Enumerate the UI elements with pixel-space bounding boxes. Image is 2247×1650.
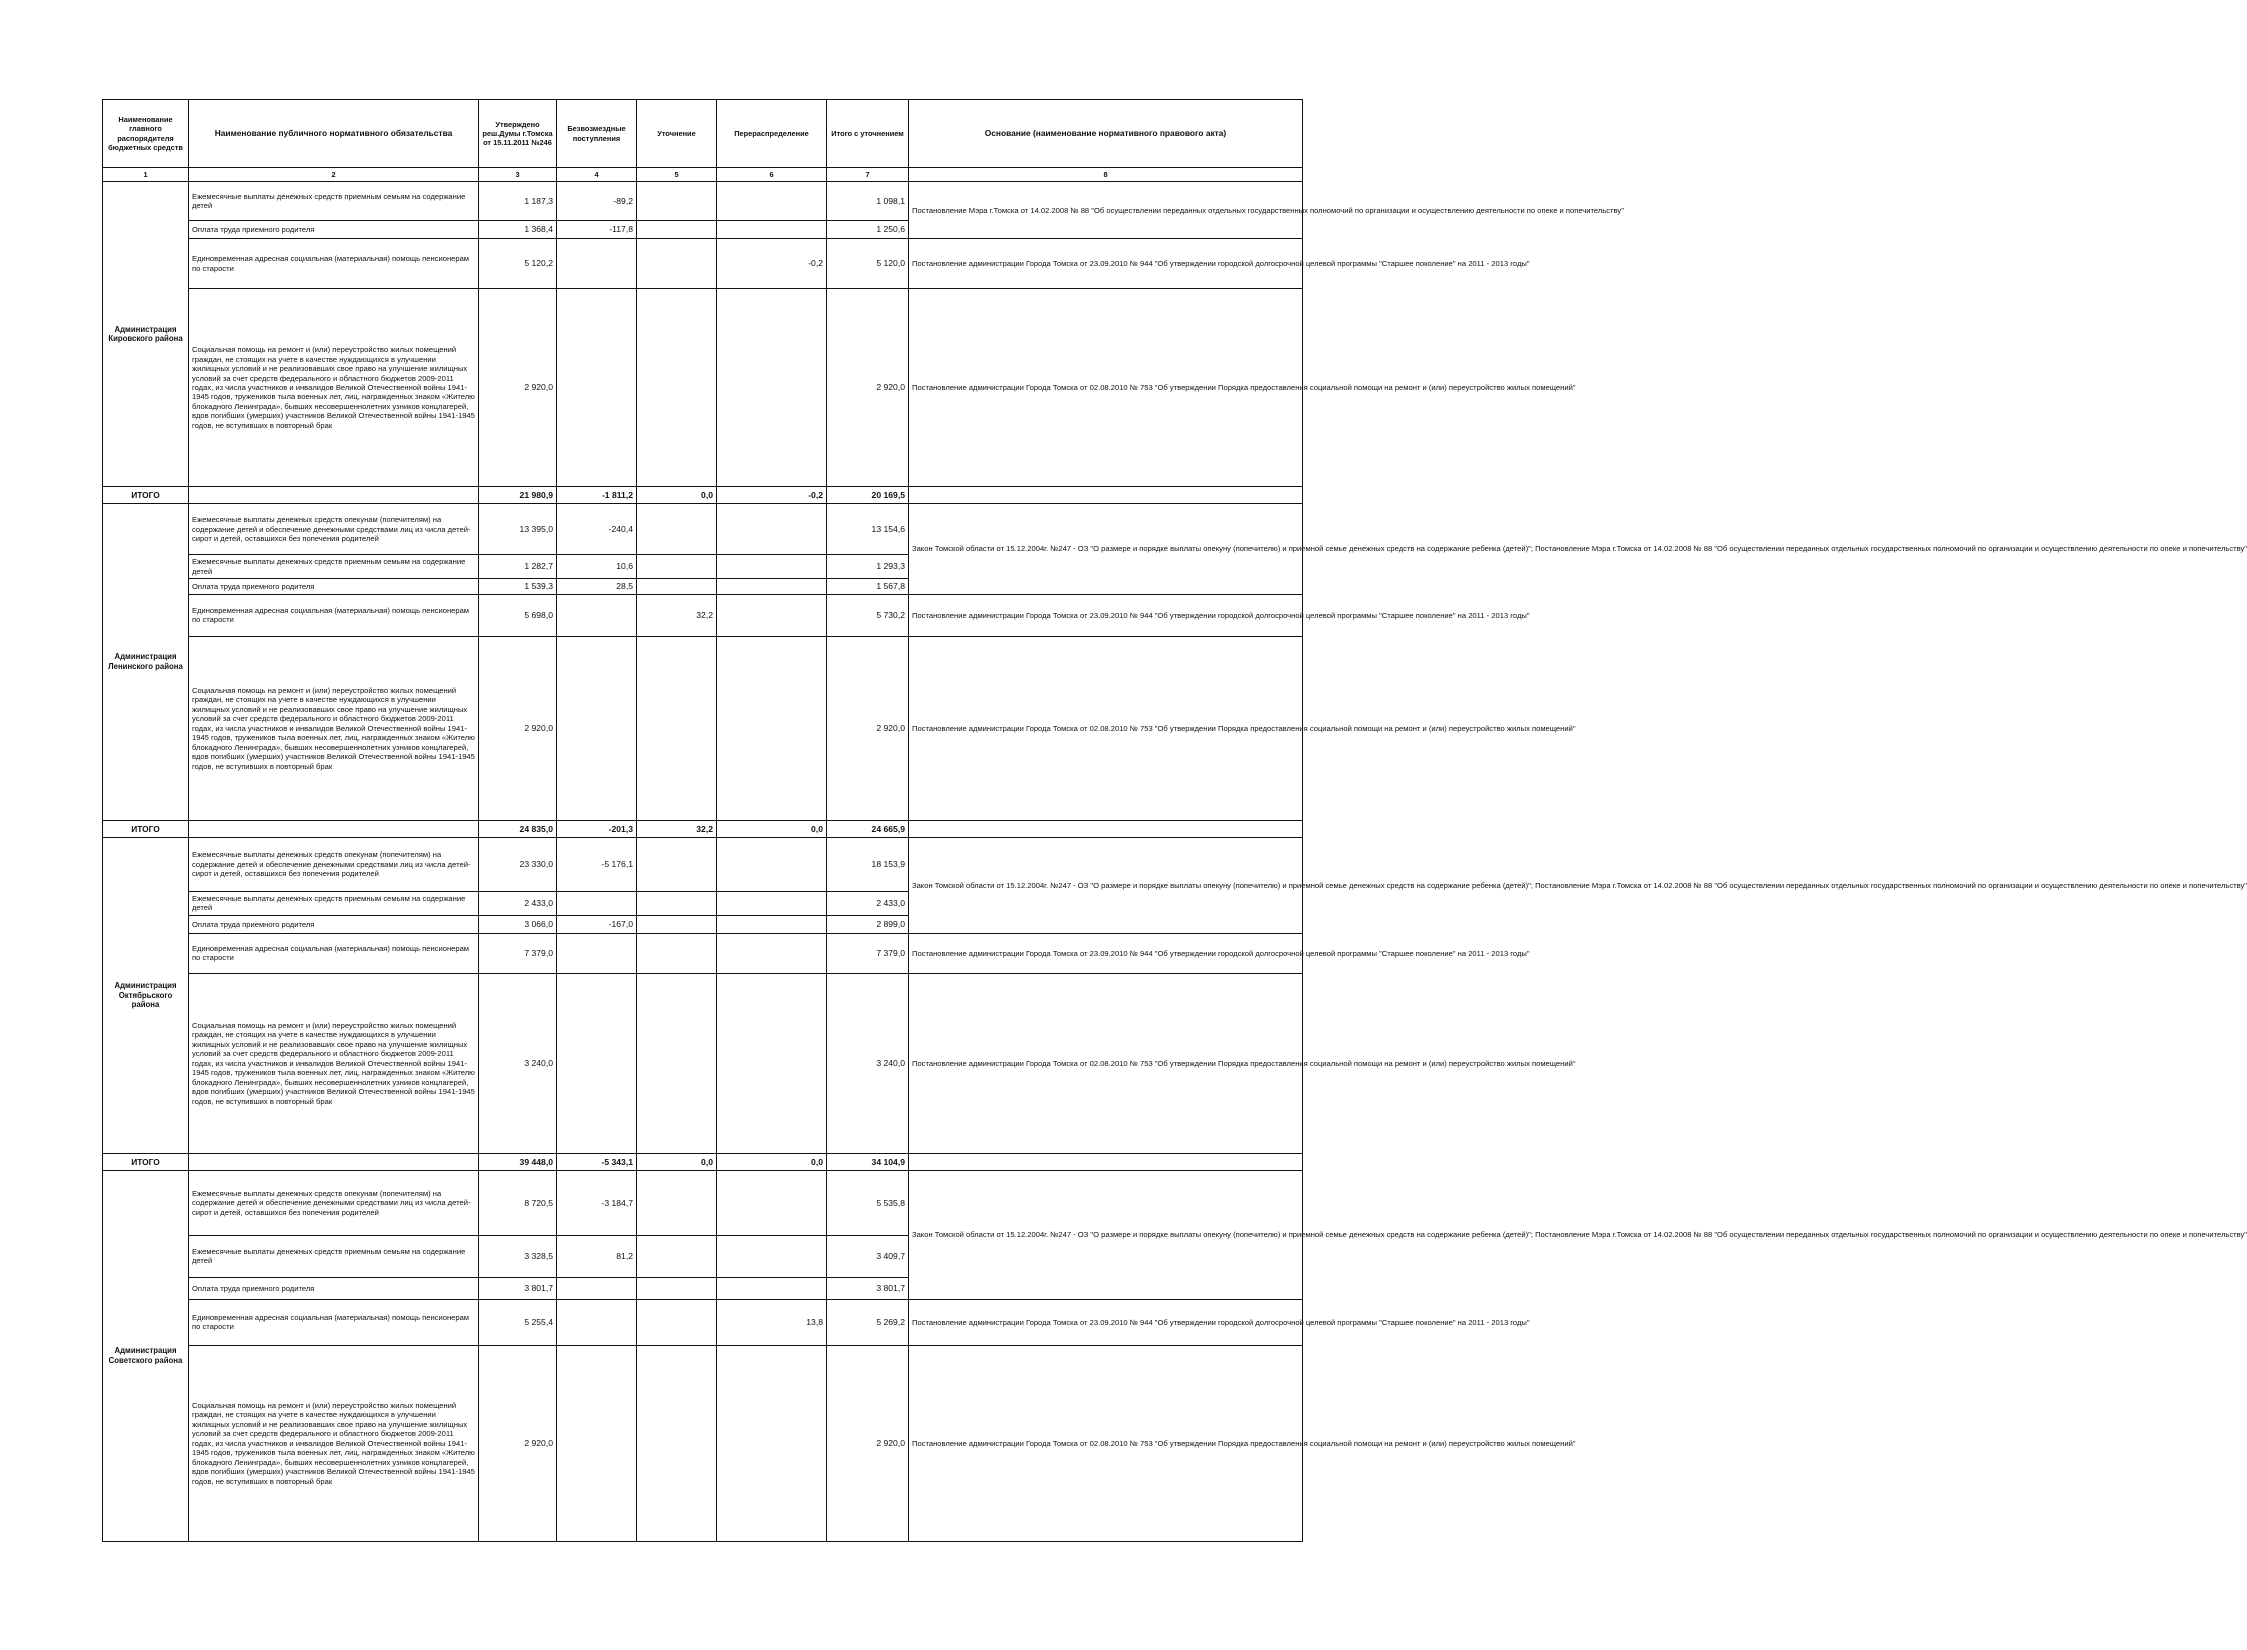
total-value: 1 293,3	[827, 555, 909, 579]
approved-value: 8 720,5	[479, 1170, 557, 1235]
redistribution-value	[717, 1170, 827, 1235]
clarification-value	[637, 837, 717, 891]
approved-value: 5 120,2	[479, 239, 557, 289]
total-value: 5 730,2	[827, 594, 909, 636]
gratuitous-value: 10,6	[557, 555, 637, 579]
column-number: 4	[557, 168, 637, 182]
redistribution-value	[717, 504, 827, 555]
obligation-name: Социальная помощь на ремонт и (или) переустройство жилых помещений граждан, не стоящих на учете в качестве нуждающихся в улучшении жилищных условий и не реализовавших свое право на улучшение жилищных условий за счет средств федерального и областного бюджетов 2009-2011 годах, из числа участников и инвалидов Великой Отечественной войны 1941-1945 годов, тружеников тыла военных лет, лиц, награжденных знаком «Жителю блокадного Ленинграда», бывших несовершеннолетних узников концлагерей, вдов погибших (умерших) участников Великой Отечественной войны 1941-1945 годов, не вступивших в повторный брак	[189, 1345, 479, 1541]
total-value: 1 250,6	[827, 221, 909, 239]
redistribution-value	[717, 891, 827, 915]
obligation-name: Ежемесячные выплаты денежных средств приемным семьям на содержание детей	[189, 555, 479, 579]
redistribution-value	[717, 594, 827, 636]
table-row	[103, 1345, 1303, 1541]
clarification-value	[637, 182, 717, 221]
redistribution-value	[717, 182, 827, 221]
column-number: 6	[717, 168, 827, 182]
legal-basis: Постановление Мэра г.Томска от 14.02.2008 № 88 "Об осуществлении переданных отдельных государственных полномочий по организации и осуществлению деятельности по опеке и попечительству"	[909, 182, 1303, 239]
obligation-name: Единовременная адресная социальная (материальная) помощь пенсионерам по старости	[189, 594, 479, 636]
gratuitous-value: 28,5	[557, 579, 637, 595]
column-number: 7	[827, 168, 909, 182]
total-row	[103, 487, 1303, 504]
header-basis: Основание (наименование нормативного правового акта)	[909, 100, 1303, 168]
obligation-name: Ежемесячные выплаты денежных средств приемным семьям на содержание детей	[189, 182, 479, 221]
total-value: 13 154,6	[827, 504, 909, 555]
district-name: Администрация Октябрьского района	[103, 837, 189, 1153]
gratuitous-value	[557, 891, 637, 915]
column-number: 8	[909, 168, 1303, 182]
legal-basis: Постановление администрации Города Томска от 23.09.2010 № 944 "Об утверждении городской долгосрочной целевой программы "Старшее поколение" на 2011 - 2013 годы"	[909, 239, 1303, 289]
total-clarification: 0,0	[637, 1153, 717, 1170]
approved-value: 1 539,3	[479, 579, 557, 595]
table-row	[103, 239, 1303, 289]
total-value: 2 920,0	[827, 636, 909, 820]
gratuitous-value	[557, 1277, 637, 1299]
obligation-name: Оплата труда приемного родителя	[189, 221, 479, 239]
gratuitous-value	[557, 239, 637, 289]
header-gratuitous: Безвозмездные поступления	[557, 100, 637, 168]
obligation-name: Ежемесячные выплаты денежных средств приемным семьям на содержание детей	[189, 1235, 479, 1277]
total-gratuitous: -1 811,2	[557, 487, 637, 504]
total-value: 18 153,9	[827, 837, 909, 891]
gratuitous-value	[557, 289, 637, 487]
obligation-name: Оплата труда приемного родителя	[189, 1277, 479, 1299]
column-number: 2	[189, 168, 479, 182]
total-sum: 34 104,9	[827, 1153, 909, 1170]
gratuitous-value: -3 184,7	[557, 1170, 637, 1235]
obligation-name: Единовременная адресная социальная (материальная) помощь пенсионерам по старости	[189, 239, 479, 289]
gratuitous-value: 81,2	[557, 1235, 637, 1277]
total-sum: 24 665,9	[827, 820, 909, 837]
clarification-value	[637, 973, 717, 1153]
total-clarification: 32,2	[637, 820, 717, 837]
total-approved: 24 835,0	[479, 820, 557, 837]
clarification-value	[637, 504, 717, 555]
total-label: ИТОГО	[103, 487, 189, 504]
legal-basis: Постановление администрации Города Томска от 23.09.2010 № 944 "Об утверждении городской долгосрочной целевой программы "Старшее поколение" на 2011 - 2013 годы"	[909, 594, 1303, 636]
total-gratuitous: -5 343,1	[557, 1153, 637, 1170]
table-row	[103, 594, 1303, 636]
total-value: 7 379,0	[827, 933, 909, 973]
total-row	[103, 820, 1303, 837]
column-number: 1	[103, 168, 189, 182]
total-value: 1 098,1	[827, 182, 909, 221]
district-name: Администрация Ленинского района	[103, 504, 189, 821]
approved-value: 3 328,5	[479, 1235, 557, 1277]
clarification-value	[637, 1299, 717, 1345]
obligations-table	[102, 99, 2247, 1542]
clarification-value	[637, 579, 717, 595]
header-distributor: Наименование главного распорядителя бюджетных средств	[103, 100, 189, 168]
gratuitous-value	[557, 933, 637, 973]
header-obligation: Наименование публичного нормативного обязательства	[189, 100, 479, 168]
redistribution-value	[717, 555, 827, 579]
table-row	[103, 289, 1303, 487]
legal-basis: Постановление администрации Города Томска от 02.08.2010 № 753 "Об утверждении Порядка предоставления социальной помощи на ремонт и (или) переустройство жилых помещений"	[909, 636, 1303, 820]
header-redistribution: Перераспределение	[717, 100, 827, 168]
redistribution-value	[717, 636, 827, 820]
clarification-value	[637, 239, 717, 289]
total-redistribution: 0,0	[717, 820, 827, 837]
gratuitous-value	[557, 594, 637, 636]
redistribution-value: 13,8	[717, 1299, 827, 1345]
total-approved: 39 448,0	[479, 1153, 557, 1170]
district-name: Администрация Кировского района	[103, 182, 189, 487]
approved-value: 1 282,7	[479, 555, 557, 579]
gratuitous-value	[557, 1345, 637, 1541]
gratuitous-value: -167,0	[557, 915, 637, 933]
clarification-value	[637, 1345, 717, 1541]
approved-value: 2 920,0	[479, 289, 557, 487]
gratuitous-value: -89,2	[557, 182, 637, 221]
legal-basis: Постановление администрации Города Томска от 02.08.2010 № 753 "Об утверждении Порядка предоставления социальной помощи на ремонт и (или) переустройство жилых помещений"	[909, 289, 1303, 487]
total-clarification: 0,0	[637, 487, 717, 504]
obligation-name: Ежемесячные выплаты денежных средств приемным семьям на содержание детей	[189, 891, 479, 915]
clarification-value: 32,2	[637, 594, 717, 636]
gratuitous-value	[557, 1299, 637, 1345]
table-row	[103, 1299, 1303, 1345]
total-label: ИТОГО	[103, 820, 189, 837]
approved-value: 1 368,4	[479, 221, 557, 239]
header-approved: Утверждено реш.Думы г.Томска от 15.11.2011 №246	[479, 100, 557, 168]
gratuitous-value: -5 176,1	[557, 837, 637, 891]
table-row	[103, 636, 1303, 820]
obligation-name: Оплата труда приемного родителя	[189, 915, 479, 933]
clarification-value	[637, 1277, 717, 1299]
redistribution-value	[717, 933, 827, 973]
district-name: Администрация Советского района	[103, 1170, 189, 1541]
clarification-value	[637, 289, 717, 487]
obligation-name: Социальная помощь на ремонт и (или) переустройство жилых помещений граждан, не стоящих на учете в качестве нуждающихся в улучшении жилищных условий и не реализовавших свое право на улучшение жилищных условий за счет средств федерального и областного бюджетов 2009-2011 годах, из числа участников и инвалидов Великой Отечественной войны 1941-1945 годов, тружеников тыла военных лет, лиц, награжденных знаком «Жителю блокадного Ленинграда», бывших несовершеннолетних узников концлагерей, вдов погибших (умерших) участников Великой Отечественной войны 1941-1945 годов, не вступивших в повторный брак	[189, 289, 479, 487]
table-row	[103, 1170, 1303, 1235]
clarification-value	[637, 636, 717, 820]
approved-value: 2 920,0	[479, 1345, 557, 1541]
gratuitous-value: -117,8	[557, 221, 637, 239]
approved-value: 3 801,7	[479, 1277, 557, 1299]
obligation-name: Ежемесячные выплаты денежных средств опекунам (попечителям) на содержание детей и обеспечение денежными средствами лиц из числа детей-сирот и детей, оставшихся без попечения родителей	[189, 837, 479, 891]
total-value: 2 433,0	[827, 891, 909, 915]
total-value: 3 240,0	[827, 973, 909, 1153]
approved-value: 1 187,3	[479, 182, 557, 221]
total-sum: 20 169,5	[827, 487, 909, 504]
obligation-name: Социальная помощь на ремонт и (или) переустройство жилых помещений граждан, не стоящих на учете в качестве нуждающихся в улучшении жилищных условий и не реализовавших свое право на улучшение жилищных условий за счет средств федерального и областного бюджетов 2009-2011 годах, из числа участников и инвалидов Великой Отечественной войны 1941-1945 годов, тружеников тыла военных лет, лиц, награжденных знаком «Жителю блокадного Ленинграда», бывших несовершеннолетних узников концлагерей, вдов погибших (умерших) участников Великой Отечественной войны 1941-1945 годов, не вступивших в повторный брак	[189, 973, 479, 1153]
table-row	[103, 504, 1303, 555]
gratuitous-value	[557, 636, 637, 820]
total-value: 3 409,7	[827, 1235, 909, 1277]
approved-value: 5 255,4	[479, 1299, 557, 1345]
clarification-value	[637, 891, 717, 915]
clarification-value	[637, 915, 717, 933]
table-row	[103, 933, 1303, 973]
total-approved: 21 980,9	[479, 487, 557, 504]
gratuitous-value	[557, 973, 637, 1153]
legal-basis: Постановление администрации Города Томска от 02.08.2010 № 753 "Об утверждении Порядка предоставления социальной помощи на ремонт и (или) переустройство жилых помещений"	[909, 973, 1303, 1153]
gratuitous-value: -240,4	[557, 504, 637, 555]
total-label: ИТОГО	[103, 1153, 189, 1170]
approved-value: 7 379,0	[479, 933, 557, 973]
total-value: 2 920,0	[827, 1345, 909, 1541]
clarification-value	[637, 221, 717, 239]
obligation-name: Ежемесячные выплаты денежных средств опекунам (попечителям) на содержание детей и обеспечение денежными средствами лиц из числа детей-сирот и детей, оставшихся без попечения родителей	[189, 1170, 479, 1235]
legal-basis: Постановление администрации Города Томска от 23.09.2010 № 944 "Об утверждении городской долгосрочной целевой программы "Старшее поколение" на 2011 - 2013 годы"	[909, 1299, 1303, 1345]
redistribution-value	[717, 973, 827, 1153]
header-total: Итого с уточнением	[827, 100, 909, 168]
obligation-name: Оплата труда приемного родителя	[189, 579, 479, 595]
approved-value: 3 066,0	[479, 915, 557, 933]
table-row	[103, 973, 1303, 1153]
redistribution-value	[717, 579, 827, 595]
approved-value: 13 395,0	[479, 504, 557, 555]
legal-basis: Постановление администрации Города Томска от 23.09.2010 № 944 "Об утверждении городской долгосрочной целевой программы "Старшее поколение" на 2011 - 2013 годы"	[909, 933, 1303, 973]
approved-value: 2 433,0	[479, 891, 557, 915]
total-value: 5 535,8	[827, 1170, 909, 1235]
clarification-value	[637, 933, 717, 973]
column-number: 3	[479, 168, 557, 182]
table-row	[103, 182, 1303, 221]
column-number-row	[103, 168, 1303, 182]
table-row	[103, 837, 1303, 891]
total-value: 3 801,7	[827, 1277, 909, 1299]
total-redistribution: 0,0	[717, 1153, 827, 1170]
total-value: 5 120,0	[827, 239, 909, 289]
approved-value: 2 920,0	[479, 636, 557, 820]
total-value: 5 269,2	[827, 1299, 909, 1345]
redistribution-value	[717, 837, 827, 891]
total-value: 2 920,0	[827, 289, 909, 487]
total-redistribution: -0,2	[717, 487, 827, 504]
redistribution-value	[717, 1277, 827, 1299]
approved-value: 5 698,0	[479, 594, 557, 636]
approved-value: 23 330,0	[479, 837, 557, 891]
legal-basis: Постановление администрации Города Томска от 02.08.2010 № 753 "Об утверждении Порядка предоставления социальной помощи на ремонт и (или) переустройство жилых помещений"	[909, 1345, 1303, 1541]
clarification-value	[637, 1170, 717, 1235]
obligation-name: Социальная помощь на ремонт и (или) переустройство жилых помещений граждан, не стоящих на учете в качестве нуждающихся в улучшении жилищных условий и не реализовавших свое право на улучшение жилищных условий за счет средств федерального и областного бюджетов 2009-2011 годах, из числа участников и инвалидов Великой Отечественной войны 1941-1945 годов, тружеников тыла военных лет, лиц, награжденных знаком «Жителю блокадного Ленинграда», бывших несовершеннолетних узников концлагерей, вдов погибших (умерших) участников Великой Отечественной войны 1941-1945 годов, не вступивших в повторный брак	[189, 636, 479, 820]
redistribution-value	[717, 915, 827, 933]
obligation-name: Ежемесячные выплаты денежных средств опекунам (попечителям) на содержание детей и обеспечение денежными средствами лиц из числа детей-сирот и детей, оставшихся без попечения родителей	[189, 504, 479, 555]
redistribution-value	[717, 1235, 827, 1277]
table-header-row	[103, 100, 1303, 168]
total-value: 1 567,8	[827, 579, 909, 595]
clarification-value	[637, 555, 717, 579]
redistribution-value: -0,2	[717, 239, 827, 289]
approved-value: 3 240,0	[479, 973, 557, 1153]
column-number: 5	[637, 168, 717, 182]
header-clarification: Уточнение	[637, 100, 717, 168]
clarification-value	[637, 1235, 717, 1277]
legal-basis: Закон Томской области от 15.12.2004г. №247 - ОЗ "О размере и порядке выплаты опекуну (попечителю) и приемной семье денежных средств на содержание ребенка (детей)"; Постановление Мэра г.Томска от 14.02.2008 № 88 "Об осуществлении переданных отдельных государственных полномочий по организации и осуществлению деятельности по опеке и попечительству"	[909, 504, 1303, 595]
total-row	[103, 1153, 1303, 1170]
legal-basis: Закон Томской области от 15.12.2004г. №247 - ОЗ "О размере и порядке выплаты опекуну (попечителю) и приемной семье денежных средств на содержание ребенка (детей)"; Постановление Мэра г.Томска от 14.02.2008 № 88 "Об осуществлении переданных отдельных государственных полномочий по организации и осуществлению деятельности по опеке и попечительству"	[909, 1170, 1303, 1299]
legal-basis: Закон Томской области от 15.12.2004г. №247 - ОЗ "О размере и порядке выплаты опекуну (попечителю) и приемной семье денежных средств на содержание ребенка (детей)"; Постановление Мэра г.Томска от 14.02.2008 № 88 "Об осуществлении переданных отдельных государственных полномочий по организации и осуществлению деятельности по опеке и попечительству"	[909, 837, 1303, 933]
redistribution-value	[717, 221, 827, 239]
redistribution-value	[717, 1345, 827, 1541]
obligation-name: Единовременная адресная социальная (материальная) помощь пенсионерам по старости	[189, 1299, 479, 1345]
total-gratuitous: -201,3	[557, 820, 637, 837]
obligation-name: Единовременная адресная социальная (материальная) помощь пенсионерам по старости	[189, 933, 479, 973]
total-value: 2 899,0	[827, 915, 909, 933]
redistribution-value	[717, 289, 827, 487]
